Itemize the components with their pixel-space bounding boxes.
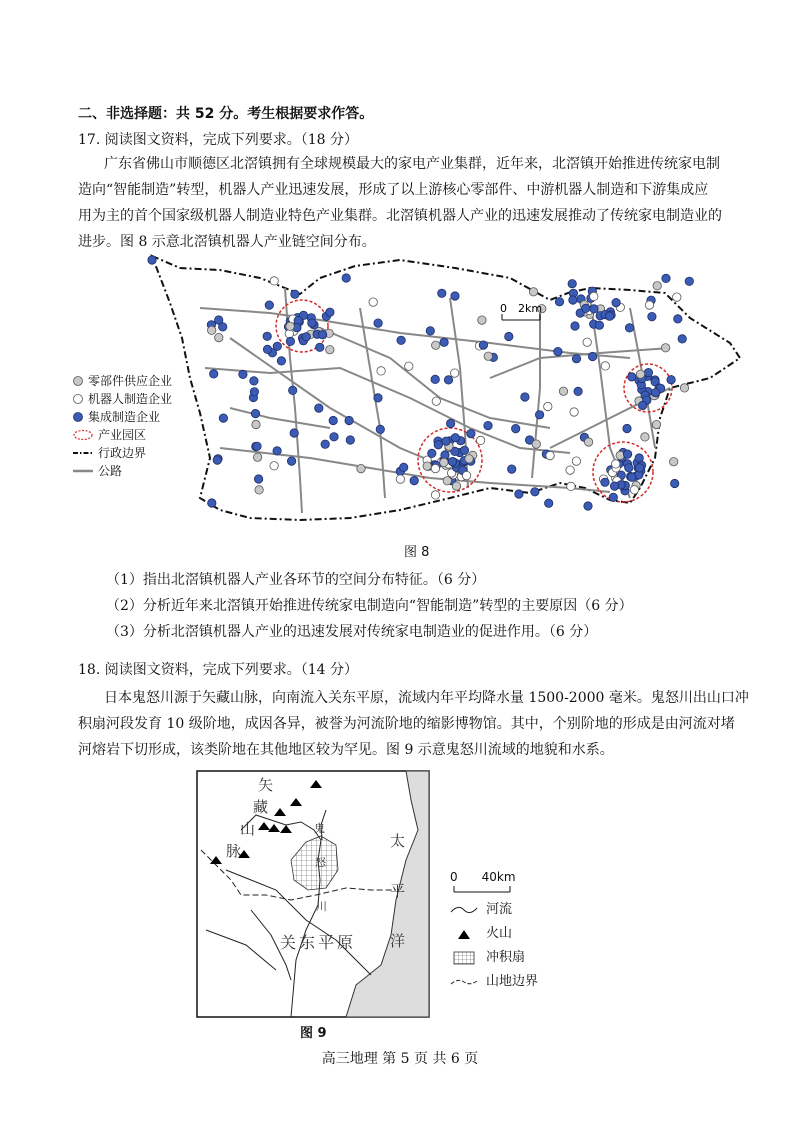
robot-maker-marker bbox=[630, 486, 638, 494]
integrated-maker-marker bbox=[315, 404, 323, 412]
parts-supplier-marker bbox=[215, 333, 223, 341]
integrated-maker-marker bbox=[440, 338, 448, 346]
q17-paragraph-line: 造向“智能制造”转型，机器人产业迅速发展，形成了以上游核心零部件、中游机器人制造和下游集成应 bbox=[78, 182, 709, 198]
integrated-maker-marker bbox=[254, 475, 262, 483]
label-ocean-2: 平 bbox=[390, 882, 406, 900]
alluvial-fan-icon bbox=[450, 951, 478, 965]
integrated-maker-marker bbox=[316, 343, 324, 351]
legend-river bbox=[450, 898, 538, 922]
integrated-maker-marker bbox=[239, 370, 247, 378]
robot-maker-marker bbox=[567, 482, 575, 490]
integrated-maker-marker bbox=[555, 298, 563, 306]
integrated-maker-marker bbox=[571, 322, 579, 330]
figure-9-map bbox=[196, 770, 430, 1018]
integrated-maker-marker bbox=[554, 347, 562, 355]
integrated-maker-marker bbox=[251, 409, 259, 417]
integrated-maker-marker bbox=[521, 393, 529, 401]
integrated-maker-marker bbox=[460, 446, 468, 454]
figure-8-caption: 图 8 bbox=[404, 545, 430, 560]
integrated-maker-marker bbox=[628, 373, 636, 381]
integrated-maker-marker bbox=[253, 442, 261, 450]
integrated-maker-marker bbox=[374, 394, 382, 402]
integrated-maker-marker bbox=[574, 387, 582, 395]
integrated-maker-marker bbox=[667, 376, 675, 384]
map-8-scale-text: 0 2km bbox=[500, 302, 543, 315]
integrated-maker-marker bbox=[210, 370, 218, 378]
integrated-maker-marker bbox=[291, 290, 299, 298]
robot-maker-marker bbox=[476, 436, 484, 444]
integrated-maker-marker bbox=[286, 337, 294, 345]
robot-maker-marker bbox=[285, 330, 293, 338]
parts-supplier-marker bbox=[357, 464, 365, 472]
q18-header: 18. 阅读图文资料，完成下列要求。（14 分） bbox=[78, 662, 358, 678]
q17-item-3: （3）分析北滘镇机器人产业的迅速发展对传统家电制造业的促进作用。（6 分） bbox=[106, 624, 598, 640]
integrated-maker-marker bbox=[601, 478, 609, 486]
legend-river-label: 河流 bbox=[486, 902, 513, 917]
integrated-maker-marker bbox=[662, 274, 670, 282]
parts-supplier-marker bbox=[440, 458, 448, 466]
integrated-maker-marker bbox=[609, 493, 617, 501]
integrated-maker-marker bbox=[612, 298, 620, 306]
parts-supplier-marker bbox=[252, 420, 260, 428]
integrated-maker-marker bbox=[628, 473, 636, 481]
integrated-maker-marker bbox=[346, 436, 354, 444]
admin-boundary-icon bbox=[72, 447, 94, 459]
parts-supplier-marker bbox=[680, 384, 688, 392]
legend-integrated-label: 集成制造企业 bbox=[88, 410, 161, 424]
integrated-maker-marker bbox=[374, 319, 382, 327]
integrated-maker-marker bbox=[431, 375, 439, 383]
integrated-maker-marker bbox=[605, 312, 613, 320]
integrated-maker-marker bbox=[213, 456, 221, 464]
integrated-maker-marker bbox=[289, 386, 297, 394]
label-ocean-3: 洋 bbox=[390, 932, 406, 950]
integrated-maker-marker bbox=[535, 411, 543, 419]
robot-maker-marker bbox=[377, 367, 385, 375]
legend-fan-label: 冲积扇 bbox=[486, 950, 526, 965]
parts-supplier-icon bbox=[72, 375, 84, 387]
integrated-maker-marker bbox=[277, 357, 285, 365]
integrated-maker-marker bbox=[318, 331, 326, 339]
integrated-maker-marker bbox=[148, 256, 156, 264]
integrated-maker-marker bbox=[623, 450, 631, 458]
legend-boundary bbox=[72, 444, 172, 462]
figure-8-legend bbox=[72, 372, 172, 480]
legend-mountain-boundary-label: 山地边界 bbox=[486, 974, 539, 989]
integrated-maker-marker bbox=[610, 482, 618, 490]
integrated-maker-marker bbox=[219, 323, 227, 331]
section-title: 二、非选择题：共 52 分。考生根据要求作答。 bbox=[78, 106, 374, 122]
integrated-maker-icon bbox=[72, 411, 84, 423]
integrated-maker-marker bbox=[302, 333, 310, 341]
robot-maker-marker bbox=[432, 397, 440, 405]
integrated-maker-marker bbox=[545, 499, 553, 507]
integrated-maker-marker bbox=[638, 401, 646, 409]
robot-maker-marker bbox=[570, 408, 578, 416]
figure-8-map bbox=[70, 248, 760, 540]
robot-maker-marker bbox=[544, 402, 552, 410]
parts-supplier-marker bbox=[641, 433, 649, 441]
integrated-maker-marker bbox=[685, 277, 693, 285]
parts-supplier-marker bbox=[452, 482, 460, 490]
robot-maker-marker bbox=[645, 301, 653, 309]
parts-supplier-marker bbox=[661, 344, 669, 352]
integrated-maker-marker bbox=[410, 476, 418, 484]
integrated-maker-marker bbox=[467, 429, 475, 437]
integrated-maker-marker bbox=[250, 388, 258, 396]
parts-supplier-marker bbox=[484, 352, 492, 360]
integrated-maker-marker bbox=[678, 335, 686, 343]
legend-parts-label: 零部件供应企业 bbox=[88, 374, 173, 388]
integrated-maker-marker bbox=[219, 414, 227, 422]
parts-supplier-marker bbox=[423, 462, 431, 470]
parts-supplier-marker bbox=[636, 370, 644, 378]
industrial-park-icon bbox=[72, 429, 94, 441]
q17-paragraph-line: 进步。图 8 示意北滘镇机器人产业链空间分布。 bbox=[78, 234, 376, 250]
integrated-maker-marker bbox=[625, 324, 633, 332]
legend-integrated bbox=[72, 408, 172, 426]
q18-paragraph-line: 积扇河段发育 10 级阶地，成因各异，被誉为河流阶地的缩影博物馆。其中，个别阶地的形成是由河流对堵 bbox=[78, 716, 735, 732]
parts-supplier-marker bbox=[584, 438, 592, 446]
integrated-maker-marker bbox=[671, 479, 679, 487]
integrated-maker-marker bbox=[448, 457, 456, 465]
label-mountain-2: 藏 bbox=[253, 798, 269, 816]
q18-paragraph-line: 河熔岩下切形成，该类阶地在其他地区较为罕见。图 9 示意鬼怒川流域的地貌和水系。 bbox=[78, 742, 614, 758]
legend-robot-label: 机器人制造企业 bbox=[88, 392, 173, 406]
q17-paragraph-line: 广东省佛山市顺德区北滘镇拥有全球规模最大的家电产业集群，近年来，北滘镇开始推进传统家电制 bbox=[104, 156, 720, 172]
integrated-maker-marker bbox=[330, 433, 338, 441]
legend-boundary-label: 行政边界 bbox=[98, 446, 147, 460]
integrated-maker-marker bbox=[446, 419, 454, 427]
robot-maker-marker bbox=[572, 457, 580, 465]
integrated-maker-marker bbox=[428, 449, 436, 457]
integrated-maker-marker bbox=[505, 332, 513, 340]
robot-maker-marker bbox=[369, 298, 377, 306]
legend-road bbox=[72, 462, 172, 480]
legend-parts bbox=[72, 372, 172, 390]
figure-9-caption: 图 9 bbox=[300, 1026, 327, 1041]
integrated-maker-marker bbox=[531, 488, 539, 496]
robot-maker-marker bbox=[601, 362, 609, 370]
integrated-maker-marker bbox=[568, 280, 576, 288]
integrated-maker-marker bbox=[308, 319, 316, 327]
parts-supplier-marker bbox=[432, 341, 440, 349]
integrated-maker-marker bbox=[326, 308, 334, 316]
integrated-maker-marker bbox=[625, 464, 633, 472]
robot-maker-marker bbox=[583, 338, 591, 346]
label-mountain-4: 脉 bbox=[226, 842, 242, 860]
integrated-maker-marker bbox=[287, 457, 295, 465]
legend-park-label: 产业园区 bbox=[98, 428, 147, 442]
robot-maker-marker bbox=[431, 491, 439, 499]
integrated-maker-marker bbox=[623, 424, 631, 432]
integrated-maker-marker bbox=[512, 424, 520, 432]
label-river-2: 怒 bbox=[315, 856, 326, 869]
integrated-maker-marker bbox=[651, 389, 659, 397]
q17-item-1: （1）指出北滘镇机器人产业各环节的空间分布特征。（6 分） bbox=[106, 572, 486, 588]
robot-maker-marker bbox=[590, 292, 598, 300]
robot-maker-marker bbox=[405, 362, 413, 370]
integrated-maker-marker bbox=[342, 274, 350, 282]
integrated-maker-marker bbox=[263, 332, 271, 340]
q17-item-2: （2）分析近年来北滘镇开始推进传统家电制造向“智能制造”转型的主要原因（6 分） bbox=[106, 598, 633, 614]
integrated-maker-marker bbox=[376, 425, 384, 433]
robot-maker-marker bbox=[462, 471, 470, 479]
robot-maker-marker bbox=[612, 460, 620, 468]
robot-maker-marker bbox=[546, 451, 554, 459]
integrated-maker-marker bbox=[442, 437, 450, 445]
integrated-maker-marker bbox=[569, 296, 577, 304]
integrated-maker-marker bbox=[290, 429, 298, 437]
robot-maker-marker bbox=[673, 293, 681, 301]
integrated-maker-marker bbox=[508, 465, 516, 473]
integrated-maker-marker bbox=[444, 376, 452, 384]
integrated-maker-marker bbox=[479, 341, 487, 349]
parts-supplier-marker bbox=[208, 326, 216, 334]
legend-road-label: 公路 bbox=[98, 464, 123, 478]
legend-fan bbox=[450, 946, 538, 970]
label-river-3: 川 bbox=[316, 900, 327, 913]
figure-9-legend bbox=[450, 898, 538, 994]
label-mountain-3: 山 bbox=[240, 820, 256, 838]
robot-maker-marker bbox=[270, 462, 278, 470]
river-icon bbox=[450, 904, 478, 916]
integrated-maker-marker bbox=[595, 321, 603, 329]
label-mountain-1: 矢 bbox=[258, 776, 274, 794]
parts-supplier-marker bbox=[559, 387, 567, 395]
robot-maker-marker bbox=[270, 277, 278, 285]
parts-supplier-marker bbox=[326, 346, 334, 354]
integrated-maker-marker bbox=[329, 416, 337, 424]
integrated-maker-marker bbox=[582, 304, 590, 312]
robot-maker-marker bbox=[431, 464, 439, 472]
map-9-scale-text: 0 40km bbox=[450, 870, 516, 884]
parts-supplier-marker bbox=[653, 282, 661, 290]
integrated-maker-marker bbox=[273, 447, 281, 455]
legend-robot bbox=[72, 390, 172, 408]
integrated-maker-marker bbox=[321, 440, 329, 448]
parts-supplier-marker bbox=[478, 316, 486, 324]
integrated-maker-marker bbox=[426, 327, 434, 335]
integrated-maker-marker bbox=[400, 463, 408, 471]
integrated-maker-marker bbox=[515, 490, 523, 498]
map-9-scale-bar bbox=[450, 884, 520, 894]
integrated-maker-marker bbox=[397, 336, 405, 344]
label-plain: 关东平原 bbox=[280, 933, 357, 952]
parts-supplier-marker bbox=[652, 420, 660, 428]
parts-supplier-marker bbox=[255, 486, 263, 494]
integrated-maker-marker bbox=[265, 301, 273, 309]
integrated-maker-marker bbox=[674, 315, 682, 323]
integrated-maker-marker bbox=[588, 352, 596, 360]
integrated-maker-marker bbox=[648, 312, 656, 320]
legend-volcano-label: 火山 bbox=[486, 926, 513, 941]
parts-supplier-marker bbox=[529, 288, 537, 296]
parts-supplier-marker bbox=[670, 458, 678, 466]
legend-mountain-boundary bbox=[450, 970, 538, 994]
legend-park bbox=[72, 426, 172, 444]
integrated-maker-marker bbox=[451, 434, 459, 442]
label-ocean-1: 太 bbox=[390, 832, 406, 850]
robot-maker-marker bbox=[396, 475, 404, 483]
parts-supplier-marker bbox=[286, 322, 294, 330]
integrated-maker-marker bbox=[250, 377, 258, 385]
integrated-maker-marker bbox=[434, 441, 442, 449]
mountain-boundary-icon bbox=[450, 976, 478, 988]
integrated-maker-marker bbox=[208, 499, 216, 507]
robot-maker-marker bbox=[451, 369, 459, 377]
integrated-maker-marker bbox=[636, 464, 644, 472]
q18-paragraph-line: 日本鬼怒川源于矢藏山脉，向南流入关东平原，流域内年平均降水量 1500-2000 毫米。鬼怒川出山口冲 bbox=[104, 690, 749, 706]
integrated-maker-marker bbox=[438, 289, 446, 297]
parts-supplier-marker bbox=[532, 440, 540, 448]
integrated-maker-marker bbox=[451, 292, 459, 300]
robot-maker-icon bbox=[72, 393, 84, 405]
integrated-maker-marker bbox=[572, 355, 580, 363]
page-footer: 高三地理 第 5 页 共 6 页 bbox=[321, 1051, 479, 1067]
integrated-maker-marker bbox=[584, 502, 592, 510]
integrated-maker-marker bbox=[273, 342, 281, 350]
integrated-maker-marker bbox=[590, 305, 598, 313]
q17-paragraph-line: 用为主的首个国家级机器人制造业特色产业集群。北滘镇机器人产业的迅速发展推动了传统家电制造业的 bbox=[78, 208, 722, 224]
integrated-maker-marker bbox=[345, 416, 353, 424]
legend-volcano bbox=[450, 922, 538, 946]
q17-header: 17. 阅读图文资料，完成下列要求。（18 分） bbox=[78, 132, 358, 148]
robot-maker-marker bbox=[566, 466, 574, 474]
integrated-maker-marker bbox=[263, 345, 271, 353]
parts-supplier-marker bbox=[616, 451, 624, 459]
volcano-legend-icon bbox=[450, 928, 478, 940]
parts-supplier-marker bbox=[253, 453, 261, 461]
parts-supplier-marker bbox=[465, 455, 473, 463]
label-river-1: 鬼 bbox=[314, 822, 325, 835]
road-icon bbox=[72, 465, 94, 477]
integrated-maker-marker bbox=[484, 421, 492, 429]
